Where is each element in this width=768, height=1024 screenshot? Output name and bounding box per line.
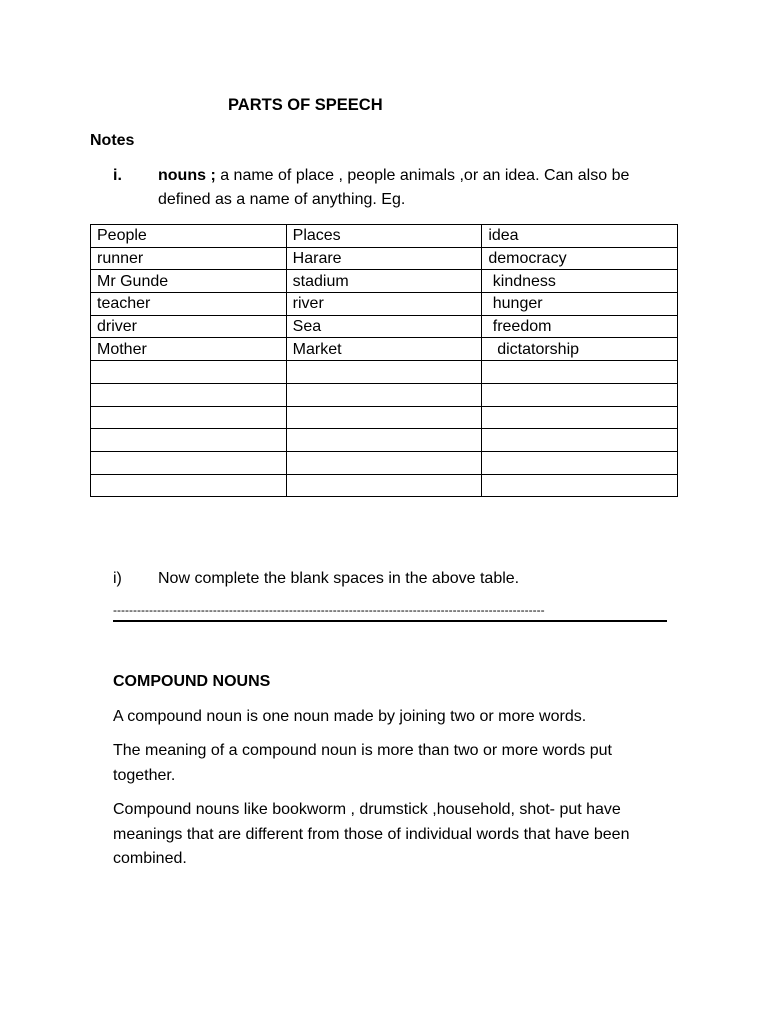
table-cell xyxy=(482,451,678,474)
table-row xyxy=(91,406,678,429)
table-cell xyxy=(482,474,678,497)
table-cell xyxy=(286,429,482,452)
nouns-table-body xyxy=(91,225,678,497)
table-cell: Sea xyxy=(286,315,482,338)
compound-nouns-heading: COMPOUND NOUNS xyxy=(113,673,271,690)
table-row xyxy=(91,474,678,497)
table-cell: Mother xyxy=(91,338,287,361)
notes-label: Notes xyxy=(90,132,135,149)
table-cell xyxy=(482,361,678,384)
horizontal-rule xyxy=(113,620,667,622)
table-row xyxy=(91,338,678,361)
table-row xyxy=(91,293,678,316)
page-title: PARTS OF SPEECH xyxy=(228,96,383,114)
table-cell: dictatorship xyxy=(482,338,678,361)
instruction-number: i) xyxy=(113,570,122,587)
table-cell xyxy=(91,474,287,497)
table-header-row xyxy=(91,225,678,248)
table-cell xyxy=(482,383,678,406)
table-row xyxy=(91,270,678,293)
list-item-number: i. xyxy=(113,167,122,184)
nouns-definition-line2: defined as a name of anything. Eg. xyxy=(158,191,406,208)
table-header-cell: People xyxy=(91,225,287,248)
nouns-definition-line1 xyxy=(158,167,629,185)
table-cell xyxy=(482,429,678,452)
table-cell: Harare xyxy=(286,247,482,270)
table-cell xyxy=(91,361,287,384)
table-cell: river xyxy=(286,293,482,316)
table-cell: Market xyxy=(286,338,482,361)
table-cell: Mr Gunde xyxy=(91,270,287,293)
table-cell xyxy=(286,361,482,384)
table-row xyxy=(91,429,678,452)
table-cell xyxy=(286,406,482,429)
table-row xyxy=(91,451,678,474)
table-header-cell: Places xyxy=(286,225,482,248)
table-header-cell: idea xyxy=(482,225,678,248)
table-cell xyxy=(91,429,287,452)
table-cell xyxy=(482,406,678,429)
table-cell xyxy=(286,383,482,406)
table-row xyxy=(91,247,678,270)
table-cell: stadium xyxy=(286,270,482,293)
table-cell: kindness xyxy=(482,270,678,293)
table-cell: runner xyxy=(91,247,287,270)
table-cell xyxy=(286,474,482,497)
table-cell: freedom xyxy=(482,315,678,338)
table-row xyxy=(91,315,678,338)
nouns-table xyxy=(90,224,678,497)
table-cell: driver xyxy=(91,315,287,338)
compound-paragraph-3: Compound nouns like bookworm , drumstick ,household, shot- put have meanings that are different from those of individual words that have been combined. xyxy=(113,801,630,867)
table-cell xyxy=(91,383,287,406)
nouns-term: nouns ; xyxy=(158,167,216,184)
nouns-definition-text: a name of place , people animals ,or an idea. Can also be xyxy=(215,167,630,184)
table-cell: teacher xyxy=(91,293,287,316)
compound-paragraph-2: The meaning of a compound noun is more than two or more words put together. xyxy=(113,742,612,784)
compound-paragraph-1: A compound noun is one noun made by joining two or more words. xyxy=(113,708,587,725)
table-cell xyxy=(91,451,287,474)
table-row xyxy=(91,383,678,406)
table-cell xyxy=(286,451,482,474)
table-row xyxy=(91,361,678,384)
dashed-separator: ------------------------------------------------------------------------------------------------------------ xyxy=(113,603,545,617)
table-cell: democracy xyxy=(482,247,678,270)
table-cell xyxy=(91,406,287,429)
instruction-text: Now complete the blank spaces in the above table. xyxy=(158,570,520,587)
table-cell: hunger xyxy=(482,293,678,316)
